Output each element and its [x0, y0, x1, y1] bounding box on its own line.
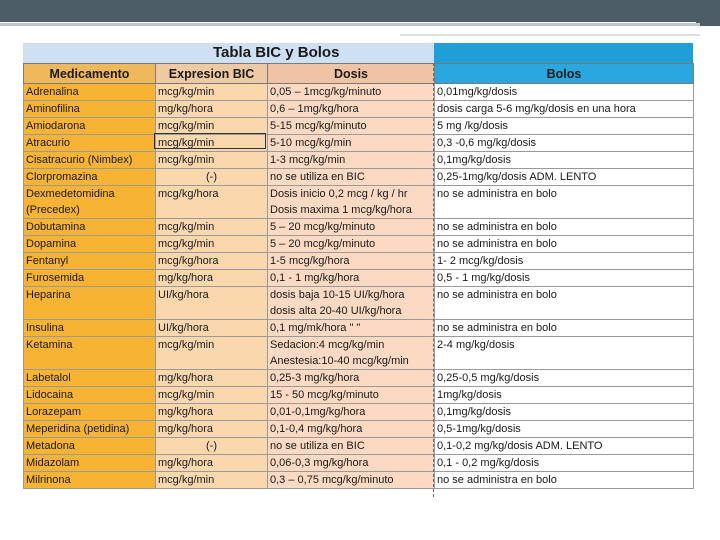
cell-medicamento[interactable]	[24, 169, 156, 186]
medicamento-text: Meperidina (petidina)	[26, 423, 130, 435]
cell-dosis[interactable]	[268, 421, 435, 438]
header-bolos: Bolos	[435, 64, 694, 84]
dosis-text: 0,05 – 1mcg/kg/minuto	[270, 86, 382, 98]
dosis-text: dosis baja 10-15 UI/kg/hora	[270, 289, 405, 301]
cell-bolos[interactable]: 0,1mg/kg/dosis	[435, 404, 694, 421]
cell-medicamento[interactable]	[24, 455, 156, 472]
cell-expresion-bic[interactable]: mg/kg/hora	[156, 270, 268, 287]
dosis-text: Dosis maxima 1 mcg/kg/hora	[270, 204, 412, 216]
medicamento-text: Lorazepam	[26, 406, 82, 418]
table-header-row	[24, 64, 694, 84]
dosis-text: 0,1 - 1 mg/kg/hora	[270, 272, 360, 284]
table-row	[24, 186, 694, 219]
medicamento-text: Clorpromazina	[26, 171, 98, 183]
medicamento-text: (Precedex)	[26, 204, 80, 216]
table-row	[24, 370, 694, 387]
cell-bolos[interactable]: 0,25-0,5 mg/kg/dosis	[435, 370, 694, 387]
cell-expresion-bic[interactable]: mcg/kg/min	[156, 118, 268, 135]
table-row	[24, 438, 694, 455]
cell-medicamento[interactable]	[24, 404, 156, 421]
cell-bolos[interactable]: 1mg/kg/dosis	[435, 387, 694, 404]
title-band-right	[434, 43, 693, 63]
cell-bolos[interactable]: no se administra en bolo	[435, 219, 694, 236]
dosis-text: 0,25-3 mg/kg/hora	[270, 372, 360, 384]
table-row	[24, 421, 694, 438]
cell-medicamento[interactable]	[24, 337, 156, 370]
cell-expresion-bic[interactable]: (-)	[156, 169, 268, 186]
table-row	[24, 219, 694, 236]
dosis-text: 5-15 mcg/kg/minuto	[270, 120, 367, 132]
cell-dosis[interactable]	[268, 219, 435, 236]
table-row	[24, 135, 694, 152]
cell-bolos[interactable]: 5 mg /kg/dosis	[435, 118, 694, 135]
medicamento-text: Aminofilina	[26, 103, 80, 115]
dosis-text: 1-5 mcg/kg/hora	[270, 255, 350, 267]
cell-bolos[interactable]: 2-4 mg/kg/dosis	[435, 337, 694, 370]
cell-medicamento[interactable]	[24, 236, 156, 253]
header-expresion-bic: Expresion BIC	[156, 64, 268, 84]
dosis-text: 15 - 50 mcg/kg/minuto	[270, 389, 379, 401]
dosis-text: 0,06-0,3 mg/kg/hora	[270, 457, 369, 469]
cell-expresion-bic[interactable]: UI/kg/hora	[156, 287, 268, 320]
dosis-text: 1-3 mcg/kg/min	[270, 154, 346, 166]
cell-bolos[interactable]: 1- 2 mcg/kg/dosis	[435, 253, 694, 270]
table-row	[24, 84, 694, 101]
cell-bolos[interactable]: no se administra en bolo	[435, 236, 694, 253]
cell-medicamento[interactable]	[24, 438, 156, 455]
dosage-table-container	[23, 43, 693, 489]
cell-bolos[interactable]: 0,5 - 1 mg/kg/dosis	[435, 270, 694, 287]
cell-medicamento[interactable]	[24, 421, 156, 438]
medicamento-text: Labetalol	[26, 372, 71, 384]
cell-expresion-bic[interactable]: mcg/kg/min	[156, 387, 268, 404]
table-row	[24, 152, 694, 169]
cell-medicamento[interactable]	[24, 287, 156, 320]
medicamento-text: Dexmedetomidina	[26, 188, 115, 200]
cell-dosis[interactable]	[268, 337, 435, 370]
medicamento-text: Dopamina	[26, 238, 77, 250]
cell-expresion-bic[interactable]: mg/kg/hora	[156, 404, 268, 421]
dosis-text: 5 – 20 mcg/kg/minuto	[270, 221, 376, 233]
medicamento-text: Furosemida	[26, 272, 85, 284]
cell-dosis[interactable]	[268, 287, 435, 320]
medicamento-text: Cisatracurio (Nimbex)	[26, 154, 133, 166]
cell-medicamento[interactable]	[24, 253, 156, 270]
medicamento-text: Amiodarona	[26, 120, 86, 132]
slide-top-bar	[0, 0, 700, 22]
medicamento-text: Atracurio	[26, 137, 71, 149]
cell-bolos[interactable]: 0,1-0,2 mg/kg/dosis ADM. LENTO	[435, 438, 694, 455]
cell-expresion-bic[interactable]: mcg/kg/min	[156, 337, 268, 370]
table-row	[24, 169, 694, 186]
cell-expresion-bic[interactable]: mcg/kg/min	[156, 236, 268, 253]
cell-medicamento[interactable]	[24, 84, 156, 101]
dosis-text: 0,3 – 0,75 mcg/kg/minuto	[270, 474, 394, 486]
cell-bolos[interactable]: no se administra en bolo	[435, 472, 694, 489]
table-row	[24, 287, 694, 320]
cell-bolos[interactable]: no se administra en bolo	[435, 287, 694, 320]
cell-dosis[interactable]	[268, 387, 435, 404]
table-row	[24, 337, 694, 370]
cell-medicamento[interactable]	[24, 472, 156, 489]
cell-expresion-bic[interactable]: mcg/kg/min	[156, 84, 268, 101]
medicamento-text: Fentanyl	[26, 255, 69, 267]
dosis-text: dosis alta 20-40 UI/kg/hora	[270, 305, 402, 317]
cell-bolos[interactable]: no se administra en bolo	[435, 320, 694, 337]
table-row	[24, 118, 694, 135]
cell-medicamento[interactable]	[24, 135, 156, 152]
cell-bolos[interactable]: no se administra en bolo	[435, 186, 694, 219]
table-row	[24, 455, 694, 472]
medicamento-text: Insulina	[26, 322, 64, 334]
cell-expresion-bic[interactable]: mcg/kg/min	[156, 472, 268, 489]
table-title: Tabla BIC y Bolos	[213, 44, 340, 61]
dosis-text: Dosis inicio 0,2 mcg / kg / hr	[270, 188, 408, 200]
medicamento-text: Metadona	[26, 440, 75, 452]
cell-medicamento[interactable]	[24, 118, 156, 135]
cell-bolos[interactable]: 0,1mg/kg/dosis	[435, 152, 694, 169]
cell-bolos[interactable]: 0,01mg/kg/dosis	[435, 84, 694, 101]
cell-medicamento[interactable]	[24, 320, 156, 337]
table-row	[24, 404, 694, 421]
column-dashed-separator	[433, 63, 434, 497]
table-body	[24, 84, 694, 489]
slide-accent-line-secondary	[400, 34, 700, 36]
cell-dosis[interactable]	[268, 472, 435, 489]
cell-medicamento[interactable]	[24, 152, 156, 169]
cell-expresion-bic[interactable]: mg/kg/hora	[156, 101, 268, 118]
medicamento-text: Ketamina	[26, 339, 73, 351]
cell-dosis[interactable]	[268, 370, 435, 387]
cell-bolos[interactable]: 0,25-1mg/kg/dosis ADM. LENTO	[435, 169, 694, 186]
medicamento-text: Dobutamina	[26, 221, 86, 233]
cell-bolos[interactable]: 0,1 - 0,2 mg/kg/dosis	[435, 455, 694, 472]
medicamento-text: Midazolam	[26, 457, 80, 469]
header-medicamento: Medicamento	[24, 64, 156, 84]
dosis-text: Sedacion:4 mcg/kg/min	[270, 339, 385, 351]
medicamento-text: Heparina	[26, 289, 71, 301]
cell-dosis[interactable]	[268, 404, 435, 421]
cell-dosis[interactable]	[268, 135, 435, 152]
cell-expresion-bic[interactable]: mcg/kg/hora	[156, 253, 268, 270]
table-row	[24, 253, 694, 270]
cell-expresion-bic[interactable]: mg/kg/hora	[156, 370, 268, 387]
cell-dosis[interactable]	[268, 118, 435, 135]
table-row	[24, 270, 694, 287]
medicamento-text: Adrenalina	[26, 86, 79, 98]
cell-dosis[interactable]	[268, 101, 435, 118]
cell-medicamento[interactable]	[24, 219, 156, 236]
cell-expresion-bic[interactable]: mg/kg/hora	[156, 421, 268, 438]
cell-dosis[interactable]	[268, 253, 435, 270]
cell-dosis[interactable]	[268, 455, 435, 472]
dosis-text: 0,6 – 1mg/kg/hora	[270, 103, 359, 115]
cell-expresion-bic[interactable]: mg/kg/hora	[156, 455, 268, 472]
cell-medicamento[interactable]	[24, 101, 156, 118]
cell-dosis[interactable]	[268, 270, 435, 287]
dosis-text: 0,1-0,4 mg/kg/hora	[270, 423, 363, 435]
table-row	[24, 236, 694, 253]
cell-expresion-bic[interactable]: mcg/kg/min	[156, 152, 268, 169]
medicamento-text: Milrinona	[26, 474, 71, 486]
cell-dosis[interactable]	[268, 152, 435, 169]
table-row	[24, 387, 694, 404]
dosis-text: 0,01-0,1mg/kg/hora	[270, 406, 366, 418]
cell-medicamento[interactable]	[24, 387, 156, 404]
cell-bolos[interactable]: 0,3 -0,6 mg/kg/dosis	[435, 135, 694, 152]
cell-expresion-bic[interactable]: UI/kg/hora	[156, 320, 268, 337]
cell-expresion-bic[interactable]: mcg/kg/min	[156, 219, 268, 236]
dosis-text: no se utiliza en BIC	[270, 440, 365, 452]
cell-dosis[interactable]	[268, 236, 435, 253]
cell-dosis[interactable]	[268, 186, 435, 219]
dosis-text: Anestesia:10-40 mcg/kg/min	[270, 355, 409, 367]
cell-dosis[interactable]	[268, 320, 435, 337]
cell-bolos[interactable]: 0,5-1mg/kg/dosis	[435, 421, 694, 438]
table-row	[24, 101, 694, 118]
cell-dosis[interactable]	[268, 84, 435, 101]
table-row	[24, 472, 694, 489]
cell-expresion-bic[interactable]: mcg/kg/hora	[156, 186, 268, 219]
table-title-row	[23, 43, 693, 63]
header-dosis: Dosis	[268, 64, 435, 84]
cell-expresion-bic[interactable]: mcg/kg/min	[156, 135, 268, 152]
cell-medicamento[interactable]	[24, 270, 156, 287]
dosis-text: no se utiliza en BIC	[270, 171, 365, 183]
dosage-table	[23, 63, 694, 489]
cell-dosis[interactable]	[268, 438, 435, 455]
dosis-text: 0,1 mg/mk/hora " "	[270, 322, 361, 334]
cell-medicamento[interactable]	[24, 370, 156, 387]
cell-selection-box[interactable]	[154, 133, 266, 149]
cell-dosis[interactable]	[268, 169, 435, 186]
table-row	[24, 320, 694, 337]
cell-medicamento[interactable]	[24, 186, 156, 219]
medicamento-text: Lidocaina	[26, 389, 74, 401]
cell-expresion-bic[interactable]: (-)	[156, 438, 268, 455]
cell-bolos[interactable]: dosis carga 5-6 mg/kg/dosis en una hora	[435, 101, 694, 118]
dosis-text: 5-10 mcg/kg/min	[270, 137, 352, 149]
dosis-text: 5 – 20 mcg/kg/minuto	[270, 238, 376, 250]
